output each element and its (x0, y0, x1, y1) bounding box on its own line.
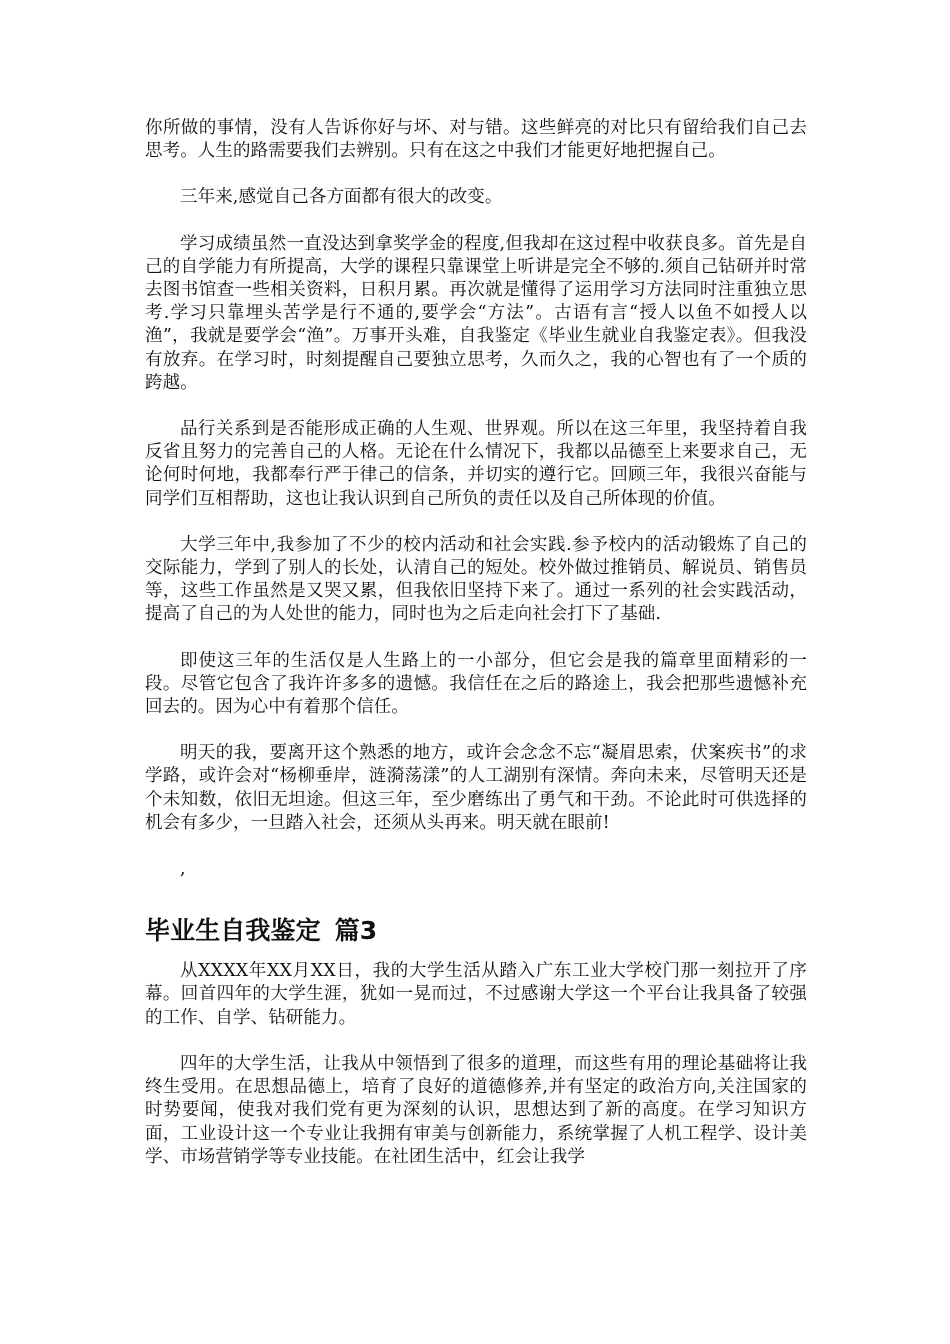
paragraph-activities: 大学三年中,我参加了不少的校内活动和社会实践.参予校内的活动锻炼了自己的交际能力，学到了别人的长处，认清自己的短处。校外做过推销员、解说员、销售员等，这些工作虽然是又哭又累，但我依旧坚持下来了。通过一系列的社会实践活动，提高了自己的为人处世的能力，同时也为之后走向社会打下了基础. (145, 534, 807, 625)
paragraph-tomorrow: 明天的我，要离开这个熟悉的地方，或许会念念不忘“凝眉思索，伏案疾书”的求学路，或许会对“杨柳垂岸，涟漪荡漾”的人工湖别有深情。奔向未来，尽管明天还是个未知数，依旧无坦途。但这三年，至少磨练出了勇气和干劲。不论此时可供选择的机会有多少，一旦踏入社会，还须从头再来。明天就在眼前! (145, 743, 807, 833)
section-heading-suffix: 篇3 (334, 916, 378, 946)
section-heading-title: 毕业生自我鉴定 (145, 916, 321, 946)
separator-mark: , (180, 859, 186, 880)
paragraph-conduct: 品行关系到是否能形成正确的人生观、世界观。所以在这三年里，我坚持着自我反省且努力的完善自己的人格。无论在什么情况下，我都以品德至上来要求自己，无论何时何地，我都奉行严于律己的信条，并切实的遵行它。回顾三年，我很兴奋能与同学们互相帮助，这也让我认识到自己所负的责任以及自己所体现的价值。 (145, 419, 807, 509)
paragraph-four-years: 四年的大学生活，让我从中领悟到了很多的道理，而这些有用的理论基础将让我终生受用。在思想品德上，培育了良好的道德修养,并有坚定的政治方向,关注国家的时势要闻，使我对我们党有更为深刻的认识，思想达到了新的高度。在学习知识方面，工业设计这一个专业让我拥有审美与创新能力，系统掌握了人机工程学、设计美学、市场营销学等专业技能。在社团生活中，红会让我学 (145, 1053, 807, 1167)
paragraph-university-start: 从XXXX年XX月XX日，我的大学生活从踏入广东工业大学校门那一刻拉开了序幕。回首四年的大学生涯，犹如一晃而过，不过感谢大学这一个平台让我具备了较强的工作、自学、钻研能力。 (145, 961, 807, 1028)
document-page (145, 117, 807, 1192)
paragraph-study: 学习成绩虽然一直没达到拿奖学金的程度,但我却在这过程中收获良多。首先是自己的自学能力有所提高，大学的课程只靠课堂上听讲是完全不够的.须自己钻研并时常去图书馆查一些相关资料，日积月累。再次就是懂得了运用学习方法同时注重独立思考.学习只靠埋头苦学是行不通的,要学会“方法”。古语有言“授人以鱼不如授人以渔”，我就是要学会“渔”。万事开头难，自我鉴定《毕业生就业自我鉴定表》。但我没有放弃。在学习时，时刻提醒自己要独立思考，久而久之，我的心智也有了一个质的跨越。 (145, 233, 807, 393)
paragraph-regrets: 即使这三年的生活仅是人生路上的一小部分，但它会是我的篇章里面精彩的一段。尽管它包含了我许许多多的遗憾。我信任在之后的路途上，我会把那些遗憾补充回去的。因为心中有着那个信任。 (145, 650, 807, 718)
paragraph-three-years-change: 三年来,感觉自己各方面都有很大的改变。 (180, 187, 503, 208)
section-heading (145, 914, 807, 948)
paragraph-continuation: 你所做的事情，没有人告诉你好与坏、对与错。这些鲜亮的对比只有留给我们自己去思考。人生的路需要我们去辨别。只有在这之中我们才能更好地把握自己。 (145, 118, 807, 162)
